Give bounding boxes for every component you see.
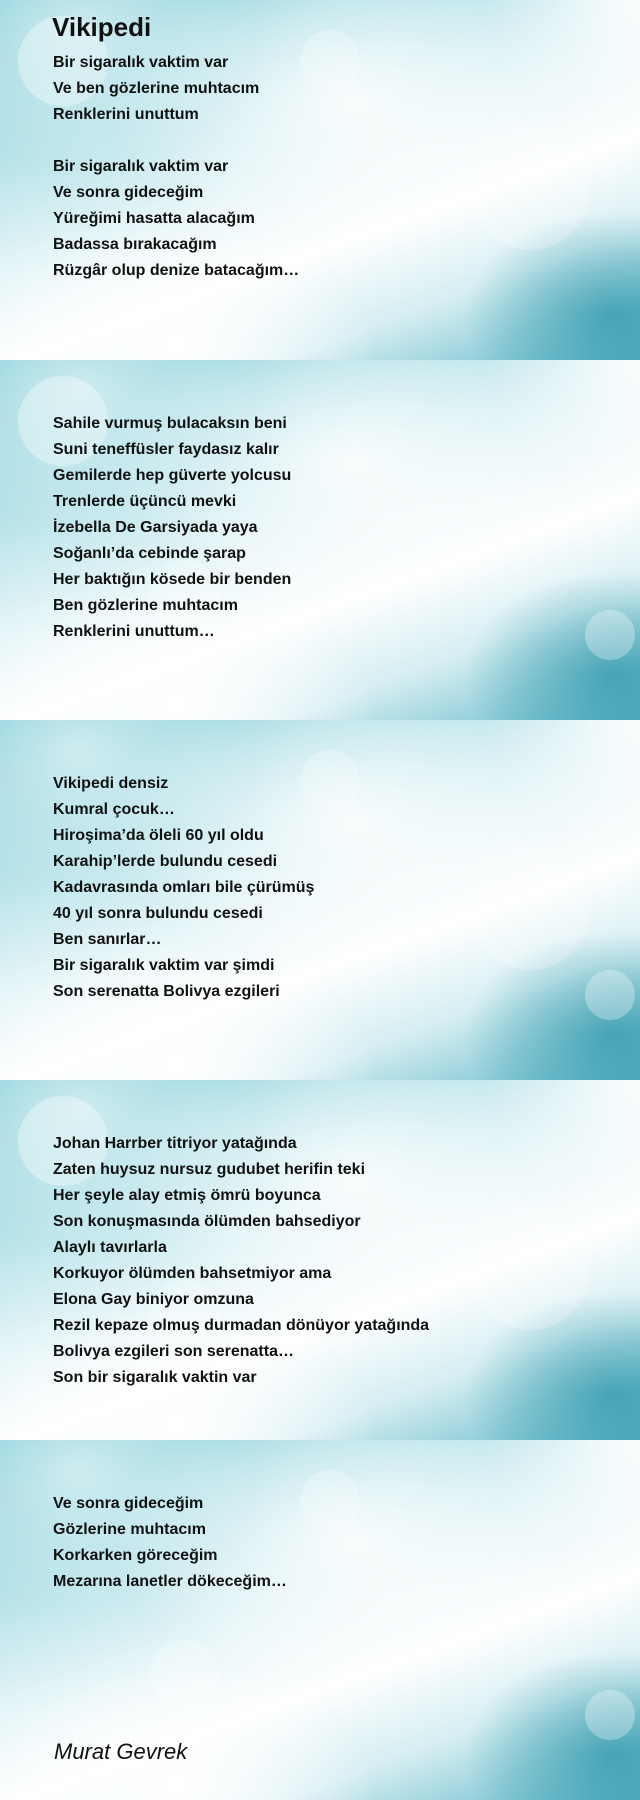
poem-line: Bir sigaralık vaktim var şimdi (53, 957, 275, 974)
poem-line: Gözlerine muhtacım (53, 1521, 206, 1538)
poem-line: Renklerini unuttum (53, 106, 199, 123)
poem-line: Kumral çocuk… (53, 801, 175, 818)
poem-line: 40 yıl sonra bulundu cesedi (53, 905, 263, 922)
poem-line: Son bir sigaralık vaktin var (53, 1369, 257, 1386)
bokeh-decoration (470, 1210, 590, 1330)
poem-panel-4 (0, 1080, 640, 1440)
stanza-1 (53, 50, 259, 128)
bokeh-decoration (300, 1470, 360, 1530)
poem-line: Elona Gay biniyor omzuna (53, 1291, 254, 1308)
poem-line: Soğanlı’da cebinde şarap (53, 545, 246, 562)
poem-line: Trenlerde üçüncü mevki (53, 493, 237, 510)
poem-line: Vikipedi densiz (53, 775, 169, 792)
poem-line: Sahile vurmuş bulacaksın beni (53, 415, 287, 432)
poem-line: Hiroşima’da öleli 60 yıl oldu (53, 827, 264, 844)
poem-line: Mezarına lanetler dökeceğim… (53, 1573, 287, 1590)
bokeh-decoration (585, 1690, 635, 1740)
poem-line: Alaylı tavırlarla (53, 1239, 167, 1256)
poem-line: Rüzgâr olup denize batacağım… (53, 262, 300, 279)
poem-panel-2 (0, 360, 640, 720)
poem-line: Gemilerde hep güverte yolcusu (53, 467, 292, 484)
stanza-3 (53, 411, 291, 645)
poem-line: Her şeyle alay etmiş ömrü boyunca (53, 1187, 321, 1204)
poem-line: Suni teneffüsler faydasız kalır (53, 441, 279, 458)
poem-line: Son serenatta Bolivya ezgileri (53, 983, 280, 1000)
poem-line: Her baktığın kösede bir benden (53, 571, 292, 588)
poem-title: Vikipedi (52, 12, 152, 42)
bokeh-decoration (585, 610, 635, 660)
bokeh-decoration (470, 850, 590, 970)
poem-line: Bolivya ezgileri son serenatta… (53, 1343, 294, 1360)
poem-line: Ve ben gözlerine muhtacım (53, 80, 260, 97)
poem-line: Johan Harrber titriyor yatağında (53, 1135, 297, 1152)
poem-line: Korkarken göreceğim (53, 1547, 218, 1564)
stanza-4 (53, 771, 314, 953)
poem-line: Badassa bırakacağım (53, 236, 217, 253)
poem-line: Zaten huysuz nursuz gudubet herifin teki (53, 1161, 366, 1178)
poem-line: Ve sonra gideceğim (53, 1495, 204, 1512)
poem-author: Murat Gevrek (54, 1739, 188, 1764)
stanza-2 (53, 154, 299, 284)
stanza-7 (53, 1491, 287, 1595)
poem-line: Yüreğimi hasatta alacağım (53, 210, 255, 227)
poem-line: Ben sanırlar… (53, 931, 162, 948)
poem-panel-3 (0, 720, 640, 1080)
bokeh-decoration (150, 1640, 220, 1710)
bokeh-decoration (470, 130, 590, 250)
poem-line: Son konuşmasında ölümden bahsediyor (53, 1213, 361, 1230)
poem-line: Ve sonra gideceğim (53, 184, 204, 201)
poem-line: Renklerini unuttum… (53, 623, 215, 640)
stanza-6 (53, 1131, 429, 1391)
poem-line: Korkuyor ölümden bahsetmiyor ama (53, 1265, 332, 1282)
bokeh-decoration (585, 970, 635, 1020)
poem-line: Kadavrasında omları bile çürümüş (53, 879, 315, 896)
poem-line: Bir sigaralık vaktim var (53, 54, 229, 71)
poem-panel-5 (0, 1440, 640, 1800)
poem-panel-1 (0, 0, 640, 360)
poem-line: Karahip’lerde bulundu cesedi (53, 853, 278, 870)
poem-line: İzebella De Garsiyada yaya (53, 519, 258, 536)
stanza-5 (53, 953, 280, 1005)
poem-line: Bir sigaralık vaktim var (53, 158, 229, 175)
poem-line: Rezil kepaze olmuş durmadan dönüyor yatağında (53, 1317, 430, 1334)
poem-line: Ben gözlerine muhtacım (53, 597, 238, 614)
bokeh-decoration (300, 30, 360, 90)
